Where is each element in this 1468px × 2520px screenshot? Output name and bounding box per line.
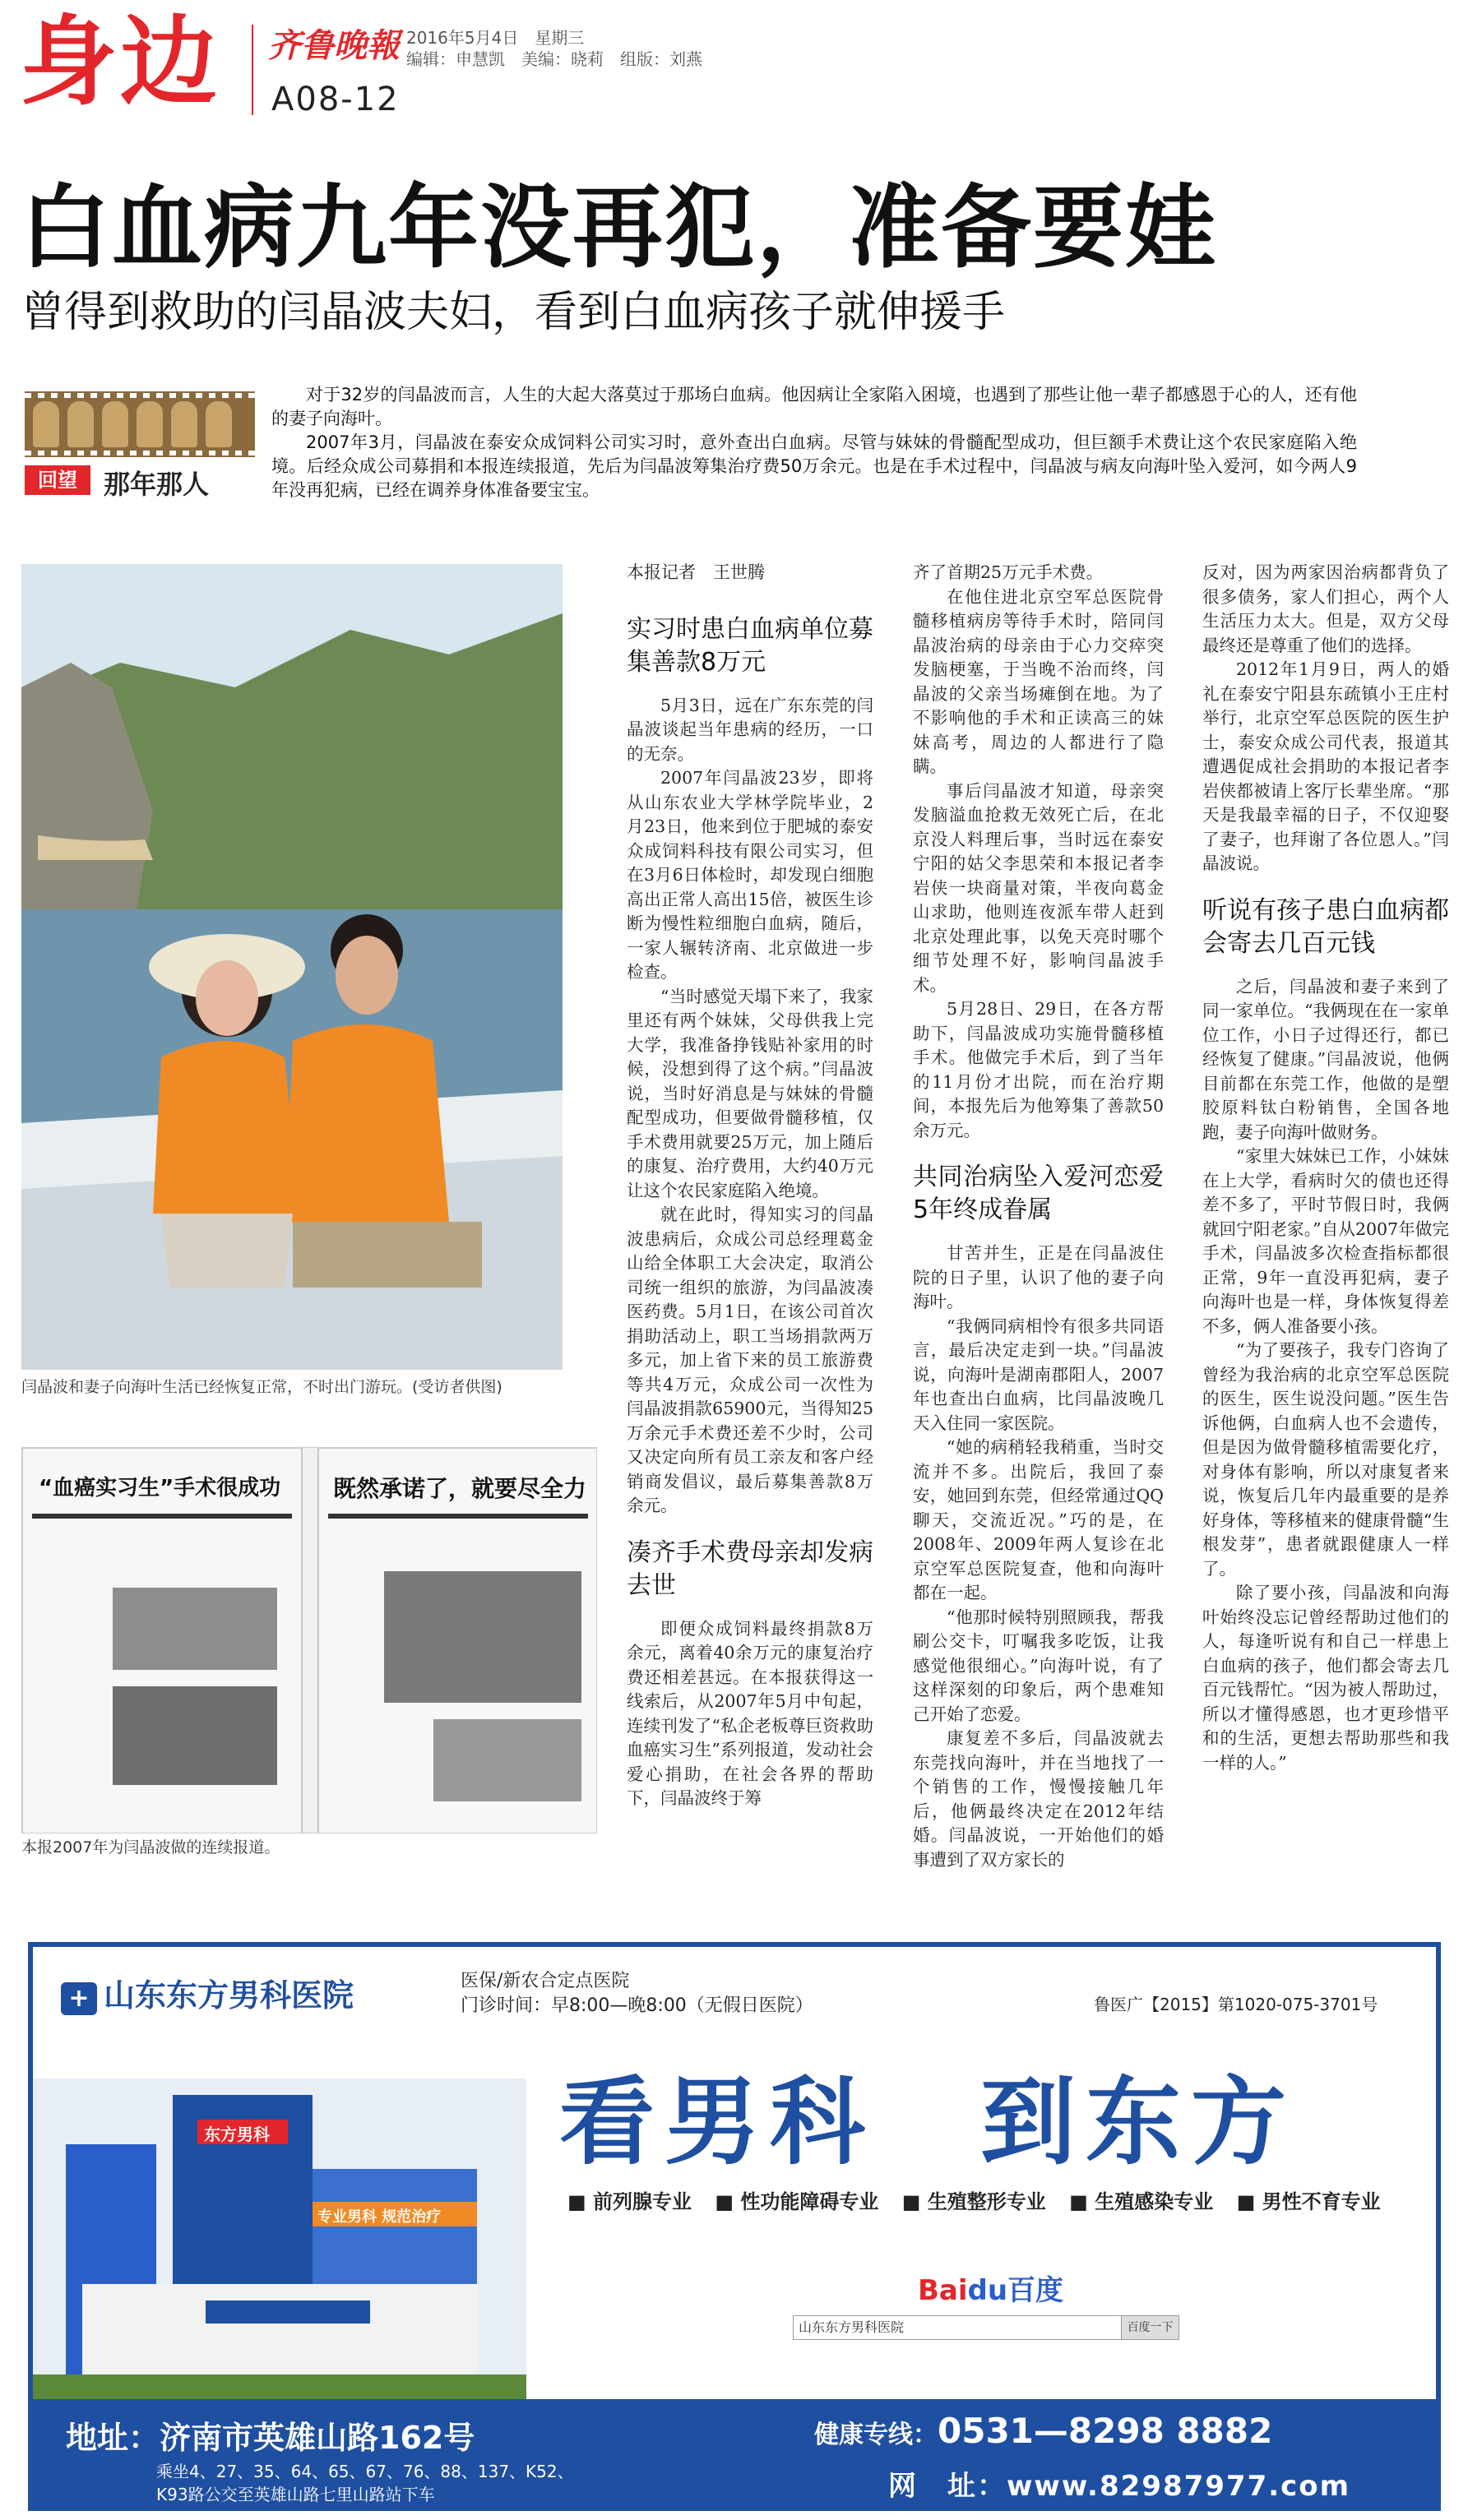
clinic-hours: 门诊时间：早8:00—晚8:00（无假日医院） (461, 1995, 813, 2016)
column-name: 那年那人 (104, 469, 210, 500)
paragraph: 事后闫晶波才知道，母亲突发脑溢血抢救无效死亡后，在北京没人料理后事，当时远在泰安宁阳的姑父李思荣和本报记者李岩侠一块商量对策，半夜向葛金山求助，他则连夜派车带人赶到北京处理此事，以免天亮时哪个细节处理不好，影响闫晶波手术。 (913, 780, 1164, 995)
couple-boat-photo (21, 564, 563, 1370)
intro-paragraph: 2007年3月，闫晶波在泰安众成饲料公司实习时，意外查出白血病。尽管与妹妹的骨髓配型成功，但巨额手术费让这个农民家庭陷入绝境。后经众成公司募捐和本报连续报道，先后为闫晶波筹集治疗费50万余元。也是在手术过程中，闫晶波与病友向海叶坠入爱河，如今两人9年没再犯病，已经在调养身体准备要宝宝。 (271, 432, 1357, 500)
paragraph: 2007年闫晶波23岁，即将从山东农业大学林学院毕业，2月23日，他来到位于肥城的泰安众成饲料科技有限公司实习，但在3月6日体检时，却发现白细胞高出正常人高出15倍，被医生诊断为慢性粒细胞白血病，随后，一家人辗转济南、北京做进一步检查。 (627, 768, 873, 982)
column-badge (25, 391, 255, 500)
clip-title: 既然承诺了，就要尽全力 (333, 1475, 587, 1502)
paragraph: 之后，闫晶波和妻子来到了同一家单位。“我俩现在在一家单位工作，小日子过得还行，都已经恢复了健康。”闫晶波说，他俩目前都在东莞工作，他做的是塑胶原料钛白粉销售，全国各地跑，妻子向海叶做财务。 (1202, 976, 1449, 1142)
service-item: ■ 前列腺专业 (567, 2190, 692, 2213)
hospital-brand (61, 1970, 354, 2015)
article-column-3 (1202, 561, 1449, 1775)
section-heading: 听说有孩子患白血病都会寄去几百元钱 (1202, 895, 1449, 958)
paragraph: “她的病稍轻我稍重，当时交流并不多。出院后，我回了泰安，她回到东莞，但经常通过QQ聊天，交流近况。”巧的是，在2008年、2009年两人复诊在北京空军总医院复查，他和向海叶都在一起。 (913, 1437, 1164, 1602)
paragraph: 2012年1月9日，两人的婚礼在泰安宁阳县东疏镇小王庄村举行，北京空军总医院的医生护士，泰安众成公司代表，报道其遭遇促成社会捐助的本报记者李岩侠都被请上客厅长辈坐席。“那天是我最幸福的日子，不仅迎娶了妻子，也拜谢了各位恩人。”闫晶波说。 (1202, 659, 1449, 873)
paragraph: 在他住进北京空军总医院骨髓移植病房等待手术时，陪同闫晶波治病的母亲由于心力交瘁突发脑梗塞，于当晚不治而终，闫晶波的父亲当场瘫倒在地。为了不影响他的手术和正读高三的妹妹高考，周边的人都进行了隐瞒。 (913, 586, 1164, 776)
building-sign: 东方男科 (204, 2125, 270, 2144)
paragraph: 甘苦并生，正是在闫晶波住院的日子里，认识了他的妻子向海叶。 (913, 1243, 1164, 1311)
baidu-search-box[interactable] (793, 2315, 1179, 2340)
paper-name: 齐鲁晚報 (268, 26, 400, 65)
ad-license: 鲁医广【2015】第1020-075-3701号 (1094, 1995, 1378, 2014)
hospital-address: 地址：济南市英雄山路162号 (66, 2420, 475, 2456)
service-item: ■ 性功能障碍专业 (715, 2190, 879, 2213)
search-button[interactable]: 百度一下 (1121, 2316, 1179, 2339)
masthead-divider (252, 25, 253, 115)
article-column-2 (913, 561, 1164, 1872)
headline: 白血病九年没再犯，准备要娃 (20, 175, 1217, 280)
paragraph: “家里大妹妹已工作，小妹妹在上大学，看病时欠的债也还得差不多了，平时节假日时，我俩就回宁阳老家。”自从2007年做完手术，闫晶波多次检查指标都很正常，9年一直没再犯病，妻子向海叶也是一样，身体恢复得差不多，俩人准备要小孩。 (1202, 1146, 1449, 1336)
hotline (814, 2411, 1272, 2451)
service-item: ■ 生殖整形专业 (901, 2190, 1046, 2213)
paragraph: “我俩同病相怜有很多共同语言，最后决定走到一块。”闫晶波说，向海叶是湖南郡阳人，2007年也查出白血病，比闫晶波晚几天入住同一家医院。 (913, 1315, 1164, 1433)
paragraph: “为了要孩子，我专门咨询了曾经为我治病的北京空军总医院的医生，医生说没问题。”医生告诉他俩，白血病人也不会遗传，但是因为做骨髓移植需要化疗，对身体有影响，所以对康复者来说，恢复后几年内最重要的是养好身体，等移植来的健康骨髓“生根发芽”，患者就跟健康人一样了。 (1202, 1340, 1449, 1579)
section-heading: 凑齐手术费母亲却发病去世 (627, 1537, 873, 1600)
paragraph: 康复差不多后，闫晶波就去东莞找向海叶，并在当地找了一个销售的工作，慢慢接触几年后，他俩最终决定在2012年结婚。闫晶波说，一开始他们的婚事遭到了双方家长的 (913, 1728, 1164, 1870)
page-number: A08-12 (271, 81, 400, 118)
film-strip-icon (25, 391, 255, 457)
paragraph: “当时感觉天塌下来了，我家里还有两个妹妹，父母供我上完大学，我准备挣钱贴补家用的时候，没想到得了这个病。”闫晶波说，当时好消息是与妹妹的骨髓配型成功，但要做骨髓移植，仅手术费用就要25万元，加上随后的康复、治疗费用，大约40万元让这个农民家庭陷入绝境。 (627, 986, 873, 1200)
hospital-advertisement (28, 1942, 1441, 2511)
insurance-info: 医保/新农合定点医院 (461, 1971, 630, 1991)
paragraph: 5月28日、29日，在各方帮助下，闫晶波成功实施骨髓移植手术。他做完手术后，到了当年的11月份才出院，而在治疗期间，本报先后为他筹集了善款50余万元。 (913, 999, 1164, 1140)
section-heading: 共同治病坠入爱河恋爱5年终成眷属 (913, 1163, 1164, 1224)
service-item: ■ 生殖感染专业 (1069, 2190, 1214, 2213)
intro-paragraph: 对于32岁的闫晶波而言，人生的大起大落莫过于那场白血病。他因病让全家陷入困境，也遇到了那些让他一辈子都感恩于心的人，还有他的妻子向海叶。 (271, 385, 1357, 428)
hospital-website: 网 址：www.82987977.com (888, 2470, 1351, 2503)
bus-routes: K93路公交至英雄山路七里山路站下车 (156, 2485, 435, 2504)
baidu-logo-text: Bai (918, 2274, 968, 2307)
paragraph: 除了要小孩，闫晶波和向海叶始终没忘记曾经帮助过他们的人，每逢听说有和自己一样患上白血病的孩子，他们都会寄去几百元钱帮忙。“因为被人帮助过，所以才懂得感恩，也才更珍惜平和的生活，更想去帮助那些和我一样的人。” (1202, 1583, 1449, 1773)
building-banner: 专业男科 规范治疗 (317, 2208, 442, 2226)
ad-slogan: 看男科 到东方 (559, 2067, 1296, 2178)
editors-line: 编辑：申慧凯 美编：晓莉 组版：刘燕 (406, 49, 702, 69)
service-item: ■ 男性不育专业 (1236, 2190, 1381, 2213)
hotline-number: 0531—8298 8882 (938, 2411, 1273, 2451)
paragraph: 5月3日，远在广东东莞的闫晶波谈起当年患病的经历，一口的无奈。 (627, 695, 873, 764)
ad-footer (33, 2399, 1436, 2511)
intro-text (271, 383, 1357, 502)
bus-routes: 乘坐4、27、35、64、65、67、76、88、137、K52、 (156, 2462, 574, 2481)
hotline-label: 健康专线： (814, 2421, 938, 2449)
paragraph: 即便众成饲料最终捐款8万余元，离着40余万元的康复治疗费还相差甚远。在本报获得这一线索后，从2007年5月中旬起，连续刊发了“私企老板尊巨资救助血癌实习生”系列报道，发动社会爱心捐助，在社会各界的帮助下，闫晶波终于筹 (627, 1618, 873, 1808)
clippings-image (21, 1447, 597, 1833)
column-tag: 回望 (25, 465, 90, 495)
paragraph: “他那时候特别照顾我，帮我刷公交卡，叮嘱我多吃饭，让我感觉他很细心。”向海叶说，有了这样深刻的印象后，两个患难知己开始了恋爱。 (913, 1607, 1164, 1724)
search-input[interactable]: 山东东方男科医院 (799, 2319, 905, 2335)
hospital-cross-icon: + (61, 1982, 97, 2015)
clip-title: “血癌实习生”手术很成功 (39, 1476, 281, 1500)
byline: 本报记者 王世腾 (627, 562, 765, 582)
clippings-caption: 本报2007年为闫晶波做的连续报道。 (21, 1838, 280, 1856)
subheadline: 曾得到救助的闫晶波夫妇，看到白血病孩子就伸援手 (21, 288, 1006, 337)
baidu-logo-text: du百度 (967, 2274, 1064, 2307)
photo-caption: 闫晶波和妻子向海叶生活已经恢复正常，不时出门游玩。(受访者供图) (21, 1378, 502, 1396)
date-line: 2016年5月4日 星期三 (406, 28, 585, 48)
service-list (567, 2185, 1397, 2214)
hospital-name: 山东东方男科医院 (104, 1977, 354, 2014)
baidu-logo (918, 2268, 1063, 2308)
section-heading: 实习时患白血病单位募集善款8万元 (627, 614, 873, 677)
hospital-building-image (33, 2078, 526, 2399)
section-title: 身边 (20, 5, 221, 118)
article-column-1 (627, 561, 873, 1811)
paragraph: 就在此时，得知实习的闫晶波患病后，众成公司总经理葛金山给全体职工大会决定，取消公司统一组织的旅游，为闫晶波凑医药费。5月1日，在该公司首次捐助活动上，职工当场捐款两万多元，加上省下来的员工旅游费等共4万元，众成公司一次性为闫晶波捐款65900元，当得知25万余元手术费还差不少时，公司又决定向所有员工亲友和客户经销商发倡议，最后募集善款8万余元。 (627, 1205, 873, 1515)
paragraph: 齐了首期25万元手术费。 (913, 562, 1104, 582)
paragraph: 反对，因为两家因治病都背负了很多债务，家人们担心，两个人生活压力太大。但是，双方父母最终还是尊重了他们的选择。 (1202, 562, 1449, 655)
